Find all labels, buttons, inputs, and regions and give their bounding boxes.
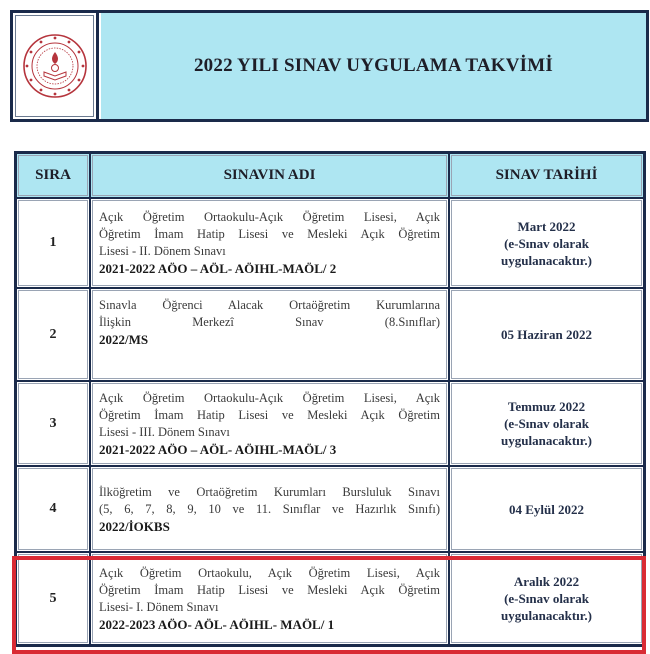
exam-name-line: İlişkin Merkezî Sınav (8.Sınıflar)	[99, 315, 440, 329]
row-number: 4	[16, 466, 90, 552]
exam-name-line: Öğretim İmam Hatip Lisesi ve Mesleki Açık Öğretim	[99, 582, 440, 597]
exam-name	[90, 198, 449, 288]
column-header-sira: SIRA	[16, 153, 90, 198]
table-row	[16, 198, 644, 288]
exam-code: 2021-2022 AÖO – AÖL- AÖIHL-MAÖL/ 3	[99, 441, 337, 457]
exam-date-note: (e-Sınav olarak	[504, 591, 589, 606]
page-title: 2022 YILI SINAV UYGULAMA TAKVİMİ	[193, 55, 553, 76]
exam-code: 2021-2022 AÖO – AÖL- AÖIHL-MAÖL/ 2	[99, 261, 337, 276]
exam-name	[90, 466, 449, 552]
row-number: 1	[16, 198, 90, 288]
exam-date-line: Aralık 2022	[513, 574, 580, 589]
exam-name-line: Lisesi- I. Dönem Sınavı	[99, 599, 219, 614]
exam-date-note: uygulanacaktır.)	[501, 433, 592, 448]
exam-code: 2022/MS	[99, 332, 149, 347]
exam-date-note: uygulanacaktır.)	[501, 608, 592, 623]
exam-date	[449, 381, 644, 466]
exam-date	[449, 198, 644, 288]
title-cell	[99, 13, 646, 119]
table-row-highlighted	[16, 552, 644, 645]
exam-name	[90, 381, 449, 466]
exam-name-line: Öğretim İmam Hatip Lisesi ve Mesleki Açık Öğretim	[99, 227, 440, 241]
document-header	[10, 10, 649, 122]
row-number: 2	[16, 288, 90, 381]
exam-date	[449, 466, 644, 552]
exam-name-line: Lisesi - II. Dönem Sınavı	[99, 244, 226, 258]
logo-cell	[13, 13, 99, 119]
column-header-exam-name: SINAVIN ADI	[90, 153, 449, 198]
exam-name-line: Lisesi - III. Dönem Sınavı	[99, 424, 230, 439]
column-header-exam-date: SINAV TARİHİ	[449, 153, 644, 198]
exam-name-line: Öğretim İmam Hatip Lisesi ve Mesleki Açık Öğretim	[99, 407, 440, 422]
meb-seal-icon	[21, 32, 89, 100]
exam-date	[449, 552, 644, 645]
exam-name-line: İlköğretim ve Ortaöğretim Kurumları Bursluluk Sınavı	[99, 484, 440, 499]
exam-date	[449, 288, 644, 381]
exam-code: 2022/İOKBS	[99, 518, 170, 534]
exam-date-note: (e-Sınav olarak	[504, 235, 589, 251]
exam-name-line: Sınavla Öğrenci Alacak Ortaöğretim Kurumlarına	[99, 298, 440, 312]
table-row	[16, 288, 644, 381]
exam-date-line: 05 Haziran 2022	[501, 327, 592, 342]
exam-date-line: Mart 2022	[517, 218, 576, 234]
exam-name-line: (5, 6, 7, 8, 9, 10 ve 11. Sınıflar ve Hazırlık Sınıfı)	[99, 501, 440, 516]
exam-date-note: uygulanacaktır.)	[501, 252, 592, 268]
row-number: 5	[16, 552, 90, 645]
exam-name	[90, 552, 449, 645]
exam-schedule-table	[14, 151, 646, 647]
exam-date-line: Temmuz 2022	[507, 399, 586, 414]
exam-date-note: (e-Sınav olarak	[504, 416, 589, 431]
exam-name-line: Açık Öğretim Ortaokulu, Açık Öğretim Lisesi, Açık	[99, 565, 440, 580]
table-row	[16, 466, 644, 552]
exam-name-line: Açık Öğretim Ortaokulu-Açık Öğretim Lisesi, Açık	[99, 390, 440, 405]
row-number: 3	[16, 381, 90, 466]
exam-code: 2022-2023 AÖO- AÖL- AÖIHL- MAÖL/ 1	[99, 616, 335, 632]
exam-date-line: 04 Eylül 2022	[508, 501, 585, 517]
exam-name-line: Açık Öğretim Ortaokulu-Açık Öğretim Lisesi, Açık	[99, 210, 440, 224]
table-header-row	[16, 153, 644, 198]
table-row	[16, 381, 644, 466]
exam-name	[90, 288, 449, 381]
